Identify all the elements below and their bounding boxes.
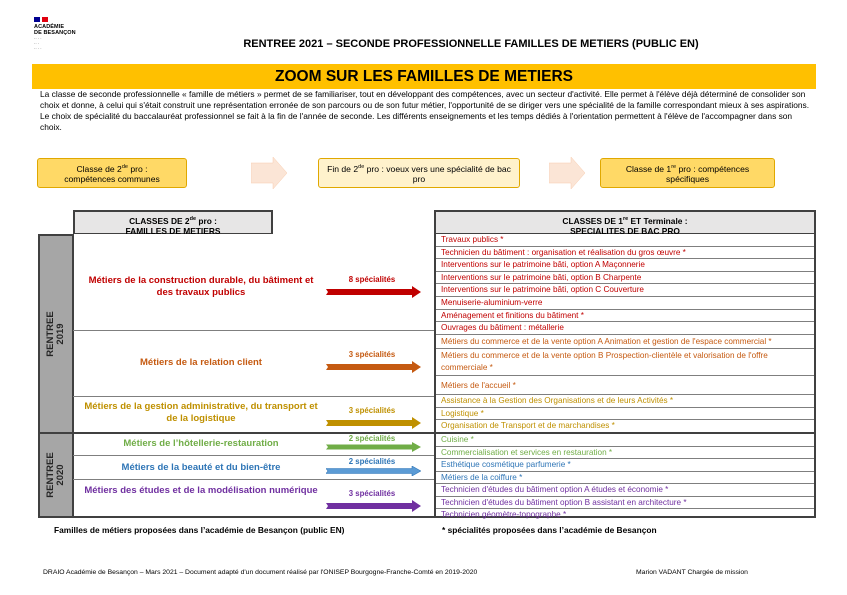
intro-paragraph: La classe de seconde professionnelle « famille de métiers » permet de se familiariser, tout en développant des compétences, avec un secteur d'activité. Elle permet à l'élève déjà déterminé de consolider son choix et donne, à celui qui s'était construit une représentation erronée de son parcours ou de son futur métier, l'opportunité de se diriger vers une spécialité de la famille correspondant mieux à ses aspirations. Le choix de spécialité du baccalauréat professionnel se fait à la fin de l'année de seconde. Les différents enseignements et les temps dédiés à l'orientation permettent à l'élève de l'accompagner dans son choix. — [40, 89, 810, 132]
family-name: Métiers de la relation client — [140, 357, 262, 368]
family-row — [73, 397, 434, 432]
specialty-item: Commercialisation et services en restauration * — [436, 447, 814, 460]
rh-sup: re — [622, 216, 629, 222]
lh-sup: de — [189, 216, 196, 222]
family-row — [73, 434, 434, 456]
specialties-column-header — [434, 210, 816, 234]
specialty-item: Métiers de l'accueil * — [436, 376, 814, 396]
specialty-count: 3 spécialités — [348, 489, 396, 498]
family-row — [73, 331, 434, 397]
group-rentree-2019 — [38, 234, 74, 434]
group-label-line2: 2019 — [55, 323, 66, 345]
step-2-text-b: pro : voeux vers une spécialité de bac pro — [364, 163, 511, 184]
family-name: Métiers des études et de la modélisation numérique — [84, 485, 318, 496]
specialty-item: Travaux publics * — [436, 234, 814, 247]
specialty-count: 2 spécialités — [348, 434, 396, 443]
lh-b: pro : — [196, 215, 217, 226]
arrow-right-icon — [326, 286, 421, 298]
footnote-families: Familles de métiers proposées dans l’académie de Besançon (public EN) — [54, 525, 345, 535]
specialty-item: Métiers de la coiffure * — [436, 472, 814, 485]
specialty-item: Assistance à la Gestion des Organisations et de leurs Activités * — [436, 395, 814, 408]
logo-motto: ·· · · ·· · ·· · · — [34, 36, 42, 51]
specialty-item: Métiers du commerce et de la vente option B Prospection-clientèle et valorisation de l'offre commerciale * — [436, 349, 814, 375]
group-label-line1: RENTREE — [45, 452, 56, 498]
specialty-item: Interventions sur le patrimoine bâti, option A Maçonnerie — [436, 259, 814, 272]
family-name: Métiers de la construction durable, du bâtiment et des travaux publics — [88, 275, 314, 298]
step-arrow-icon — [251, 157, 287, 189]
specialty-group — [436, 234, 814, 335]
rh-line2: SPECIALITES DE BAC PRO — [570, 225, 680, 236]
step-3-sup: re — [671, 164, 677, 171]
specialty-item: Interventions sur le patrimoine bâti, option B Charpente — [436, 272, 814, 285]
rh-a: CLASSES DE 1 — [562, 215, 623, 226]
lh-line2: FAMILLES DE METIERS — [125, 225, 221, 236]
specialty-count: 8 spécialités — [348, 275, 396, 284]
family-name: Métiers de l’hôtellerie-restauration — [123, 438, 279, 449]
step-1-text-b: pro : compétences communes — [64, 163, 160, 184]
arrow-right-icon — [326, 417, 421, 429]
family-row — [73, 456, 434, 480]
specialty-group — [436, 459, 814, 484]
step-arrow-icon — [549, 157, 585, 189]
arrow-right-icon — [326, 361, 421, 373]
specialty-item: Métiers du commerce et de la vente option A Animation et gestion de l'espace commercial * — [436, 335, 814, 350]
specialty-item: Organisation de Transport et de marchandises * — [436, 420, 814, 434]
specialty-item: Esthétique cosmétique parfumerie * — [436, 459, 814, 472]
group-label-line2: 2020 — [55, 464, 66, 486]
specialty-group — [436, 434, 814, 459]
specialties-list — [434, 234, 816, 518]
step-2-box — [318, 158, 520, 188]
footer-author: Marion VADANT Chargée de mission — [636, 569, 748, 576]
logo-line-2: DE BESANÇON — [34, 30, 76, 36]
step-1-text-a: Classe de 2 — [76, 163, 122, 174]
footer-credit: DRAIO Académie de Besançon – Mars 2021 – Document adapté d'un document réalisé par l'ONISEP Bourgogne-Franche-Comté en 2019-2020 — [43, 569, 478, 576]
families-column-header — [73, 210, 273, 234]
group-label — [46, 452, 66, 497]
step-3-text-a: Classe de 1 — [625, 163, 672, 174]
arrow-right-icon — [326, 466, 421, 476]
specialty-group — [436, 395, 814, 434]
step-2-sup: de — [358, 164, 365, 171]
family-name: Métiers de la beauté et du bien-être — [121, 462, 281, 473]
marianne-flag-icon — [34, 17, 94, 22]
logo-line-1: ACADÉMIE — [34, 24, 65, 30]
specialty-group — [436, 484, 814, 521]
specialty-item: Interventions sur le patrimoine bâti, option C Couverture — [436, 284, 814, 297]
specialty-item: Aménagement et finitions du bâtiment * — [436, 310, 814, 323]
specialty-count: 3 spécialités — [348, 350, 396, 359]
specialty-item: Technicien d'études du bâtiment option A études et économie * — [436, 484, 814, 497]
group-label — [46, 311, 66, 356]
step-1-box — [37, 158, 187, 188]
specialty-count: 3 spécialités — [348, 406, 396, 415]
page-title: RENTREE 2021 – SECONDE PROFESSIONNELLE FAMILLES DE METIERS (PUBLIC EN) — [243, 38, 699, 50]
family-row — [73, 480, 434, 516]
specialty-item: Ouvrages du bâtiment : métallerie — [436, 322, 814, 335]
specialty-item: Logistique * — [436, 408, 814, 421]
banner-title: ZOOM SUR LES FAMILLES DE METIERS — [32, 64, 816, 89]
family-name: Métiers de la gestion administrative, du transport et de la logistique — [84, 401, 318, 424]
specialty-item: Technicien du bâtiment : organisation et réalisation du gros œuvre * — [436, 247, 814, 260]
arrow-right-icon — [326, 442, 421, 452]
step-2-text-a: Fin de 2 — [327, 163, 359, 174]
group-label-line1: RENTREE — [45, 311, 56, 357]
arrow-right-icon — [326, 500, 421, 512]
footnote-specialties: * spécialités proposées dans l’académie de Besançon — [442, 525, 657, 535]
step-1-sup: de — [121, 164, 128, 171]
specialty-item: Technicien d'études du bâtiment option B assistant en architecture * — [436, 497, 814, 510]
step-3-box — [600, 158, 775, 188]
specialty-item: Cuisine * — [436, 434, 814, 447]
lh-a: CLASSES DE 2 — [129, 215, 190, 226]
specialty-item: Menuiserie-aluminium-verre — [436, 297, 814, 310]
step-3-text-b: pro : compétences spécifiques — [666, 163, 750, 184]
specialty-item: Technicien géomètre-topographe * — [441, 510, 567, 520]
rh-b: ET Terminale : — [628, 215, 688, 226]
specialty-count: 2 spécialités — [348, 457, 396, 466]
specialty-group — [436, 335, 814, 395]
family-row — [73, 234, 434, 331]
group-rentree-2020 — [38, 432, 74, 518]
